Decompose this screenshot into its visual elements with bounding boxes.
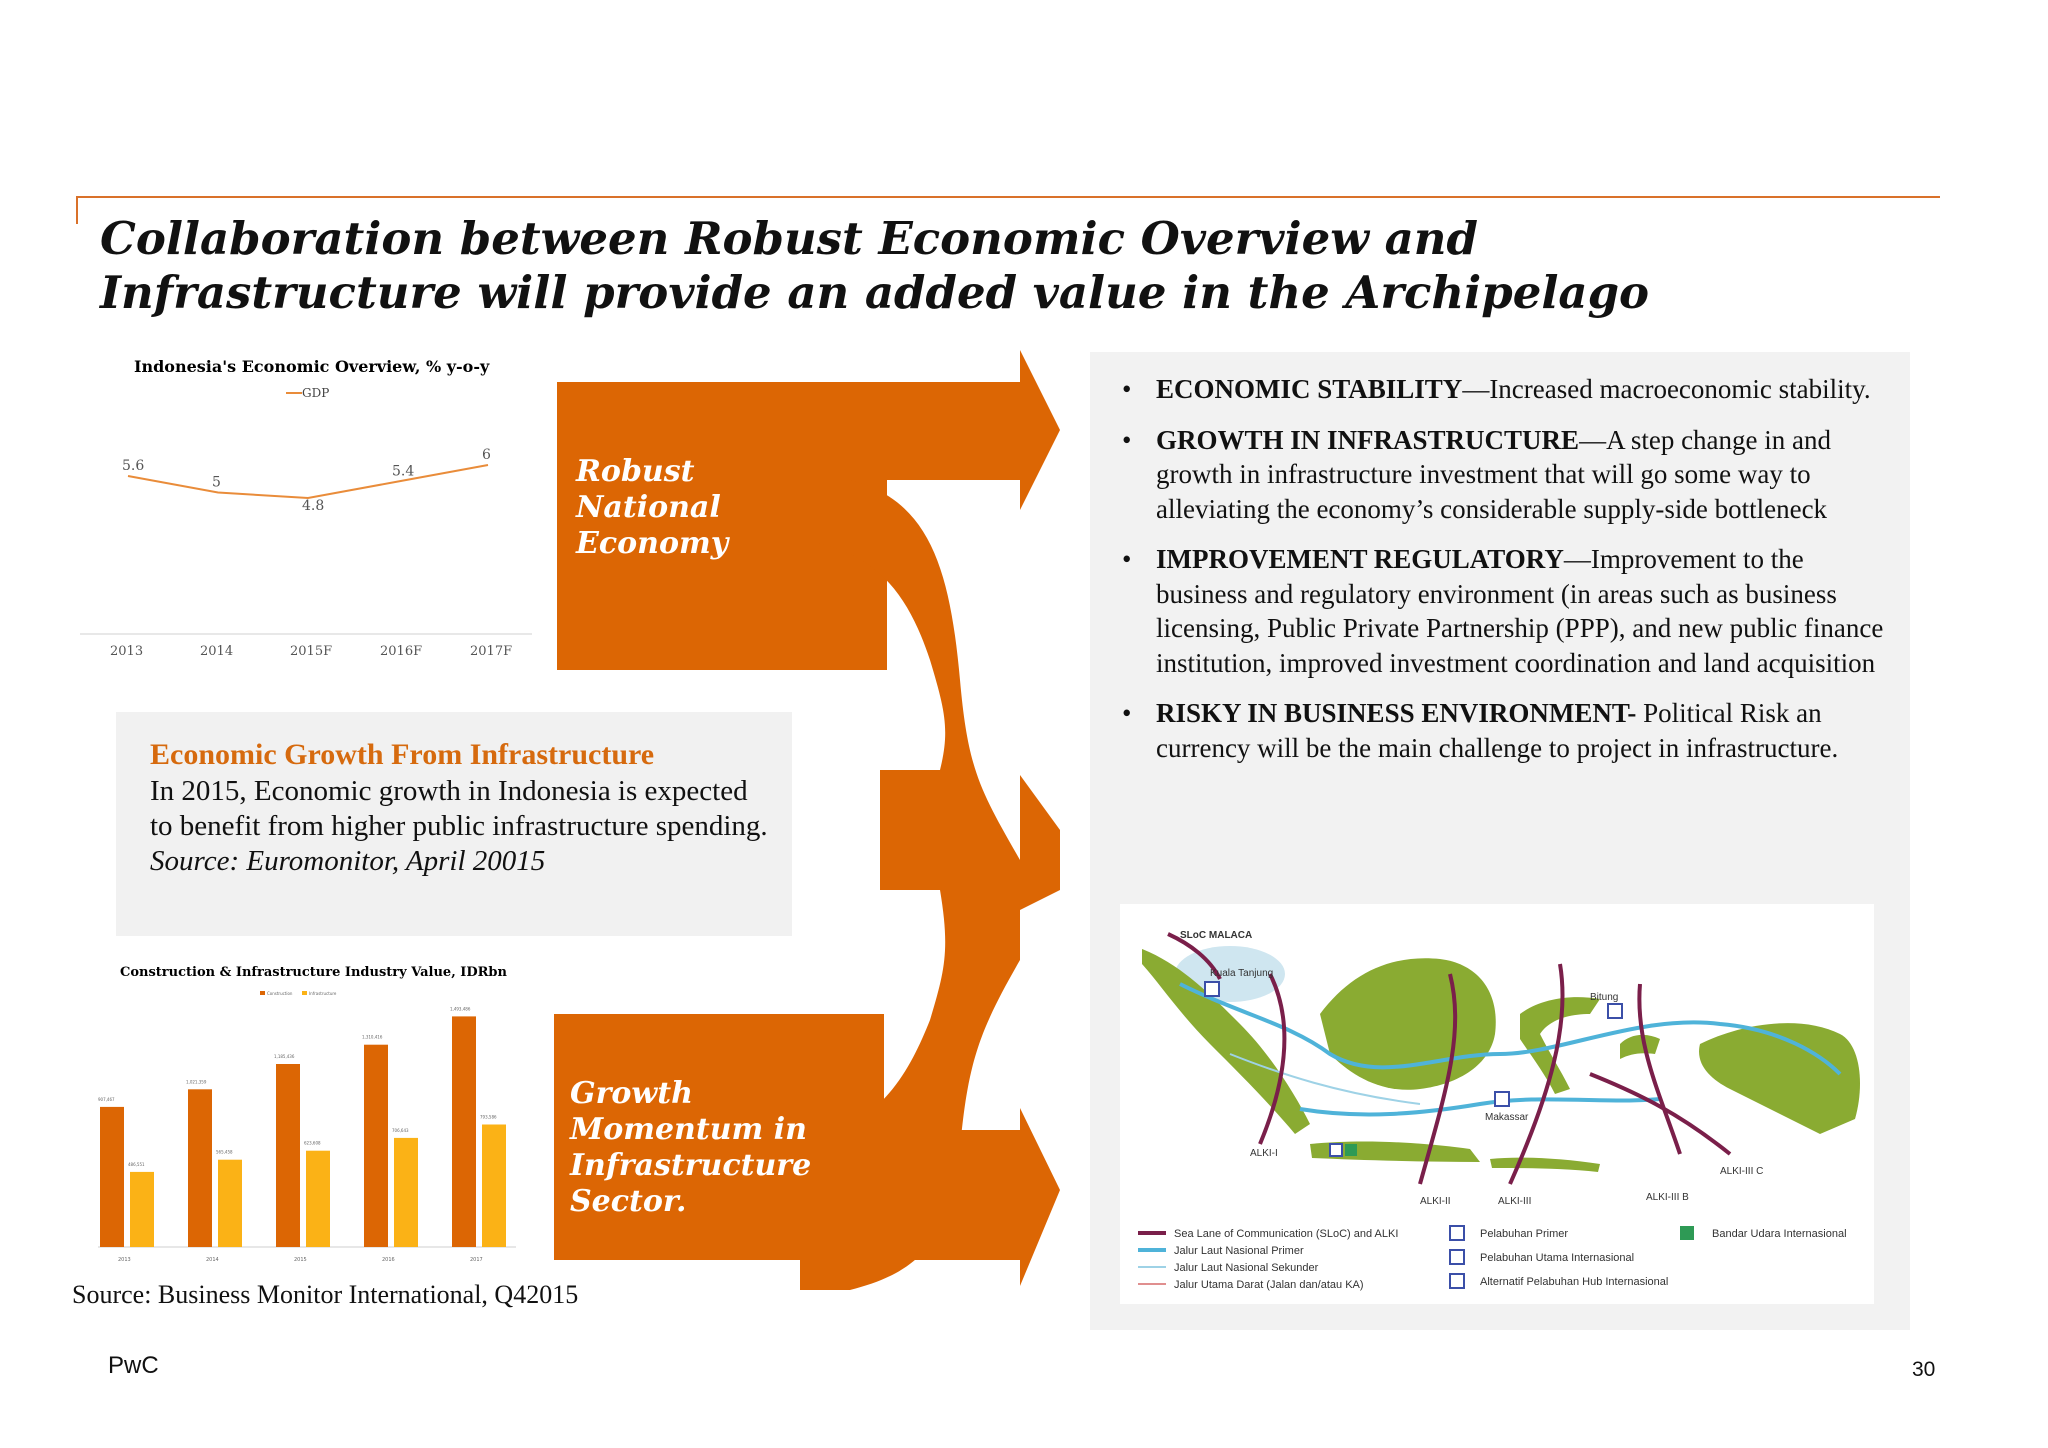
label-alki1: ALKI-I [1250, 1148, 1278, 1159]
kalimantan-island [1320, 958, 1496, 1090]
label-alki3c: ALKI-III C [1720, 1166, 1764, 1177]
bar-construction [188, 1089, 212, 1247]
bar-tick-label: 2016 [382, 1257, 395, 1263]
page-title: Collaboration between Robust Economic Overview and Infrastructure will provide an added value in the Archipelago [100, 212, 1650, 319]
bottom-arrow-line-4: Sector. [570, 1184, 687, 1219]
bullet-item [1120, 372, 1900, 407]
gdp-legend-label: GDP [302, 386, 330, 400]
bar-tick-label: 2015 [294, 1257, 307, 1263]
bar-value-label: 907,467 [98, 1096, 115, 1102]
bar-construction [452, 1016, 476, 1247]
bullet-text: —Improvement to the business and regulatory environment (in areas such as business licensing, Public Private Partnership (PPP), and new public finance institution, improved investment coordination and land acquisition [1156, 544, 1884, 678]
growth-box-body [150, 774, 770, 879]
legend-swatch-infrastructure [302, 991, 307, 995]
bar-infrastructure [218, 1160, 242, 1247]
bar-value-label: 706,643 [392, 1127, 409, 1133]
title-tick [76, 196, 78, 224]
legend-label-construction: Construction [267, 991, 293, 996]
gdp-value-label: 5 [212, 474, 221, 491]
legend-pel-hub: Alternatif Pelabuhan Hub Internasional [1480, 1276, 1669, 1288]
port-marker-bitung [1608, 1004, 1622, 1018]
bullet-heading: RISKY IN BUSINESS ENVIRONMENT- [1156, 698, 1637, 728]
port-marker-kuala [1205, 982, 1219, 996]
label-kuala: Kuala Tanjung [1210, 968, 1274, 979]
legend-pel-utama: Pelabuhan Utama Internasional [1480, 1252, 1635, 1264]
legend-swatch-pel-hub [1450, 1274, 1464, 1288]
bar-value-label: 486,551 [128, 1161, 145, 1167]
bar-tick-label: 2017 [470, 1257, 483, 1263]
bar-value-label: 793,586 [480, 1114, 497, 1120]
bullet-dot: • [1122, 544, 1132, 574]
gdp-tick-label: 2017F [470, 644, 513, 659]
bottom-arrow-label [570, 1076, 811, 1220]
bottom-arrow-line-1: Growth [570, 1076, 693, 1111]
maluku-islands [1620, 1035, 1660, 1059]
bar-infrastructure [306, 1151, 330, 1247]
bullet-item [1120, 423, 1900, 527]
legend-swatch-bandara [1680, 1226, 1694, 1240]
top-arrow-line-2: National [576, 490, 721, 525]
bar-value-label: 1,021,359 [186, 1079, 207, 1085]
economic-growth-box [116, 712, 792, 936]
legend-swatch-construction [260, 991, 265, 995]
bar-construction [276, 1064, 300, 1247]
papua-island [1699, 1023, 1860, 1134]
bar-value-label: 565,458 [216, 1149, 233, 1155]
top-arrow-label [576, 454, 728, 562]
legend-darat: Jalur Utama Darat (Jalan dan/atau KA) [1174, 1279, 1364, 1291]
legend-label-infrastructure: Infrastructure [309, 991, 337, 996]
label-alki2: ALKI-II [1420, 1196, 1451, 1207]
bullet-dot: • [1122, 424, 1132, 455]
label-alki3b: ALKI-III B [1646, 1192, 1689, 1203]
gdp-value-label: 6 [482, 447, 491, 463]
bar-infrastructure [130, 1172, 154, 1247]
route-primary-sea-south [1300, 1099, 1660, 1114]
bar-value-label: 1,493,486 [450, 1006, 471, 1012]
nusa-tenggara-islands [1490, 1158, 1600, 1172]
bar-infrastructure [394, 1138, 418, 1247]
bullet-heading: ECONOMIC STABILITY [1156, 374, 1463, 404]
construction-bar-chart [96, 960, 536, 1270]
gdp-line [128, 465, 488, 498]
bullet-heading: GROWTH IN INFRASTRUCTURE [1156, 424, 1580, 455]
bar-value-label: 1,185,436 [274, 1054, 295, 1059]
label-bitung: Bitung [1590, 992, 1619, 1003]
page-number: 30 [1912, 1358, 1936, 1381]
alki-3b [1639, 984, 1680, 1154]
bar-chart-title: Construction & Infrastructure Industry Value, IDRbn [120, 965, 507, 980]
gdp-tick-label: 2016F [380, 644, 423, 659]
bar-construction [100, 1107, 124, 1247]
growth-box-source: Source: Euromonitor, April 20015 [150, 845, 546, 877]
footer-brand: PwC [108, 1352, 159, 1379]
bullet-text: Political Risk an currency will be the main challenge to project in infrastructure. [1156, 698, 1839, 763]
legend-swatch-pel-utama [1450, 1250, 1464, 1264]
legend-sloc: Sea Lane of Communication (SLoC) and ALKI [1174, 1228, 1399, 1240]
bullet-item [1120, 696, 1900, 765]
bottom-arrow-line-2: Momentum in [570, 1112, 807, 1147]
bmi-source: Source: Business Monitor International, Q42015 [72, 1280, 579, 1309]
growth-box-text: In 2015, Economic growth in Indonesia is expected to benefit from higher public infrastructure spending. [150, 775, 768, 842]
bullet-dot: • [1122, 374, 1132, 404]
map-svg [1120, 904, 1874, 1304]
airport-marker [1345, 1144, 1357, 1156]
gdp-tick-label: 2015F [290, 644, 333, 659]
gdp-tick-label: 2013 [110, 644, 144, 659]
gdp-value-label: 5.6 [122, 458, 145, 474]
port-marker-java [1330, 1144, 1342, 1156]
alki-3c [1590, 1074, 1730, 1154]
title-rule [76, 196, 1940, 198]
bar-construction [364, 1045, 388, 1247]
bullet-list [1120, 372, 1900, 781]
legend-swatch-pel-primer [1450, 1226, 1464, 1240]
legend-pel-primer: Pelabuhan Primer [1480, 1228, 1569, 1240]
top-arrow-line-3: Economy [576, 526, 729, 561]
bottom-arrow-line-3: Infrastructure [570, 1148, 812, 1183]
bullet-dot: • [1122, 698, 1132, 728]
bar-value-label: 623,608 [304, 1140, 321, 1146]
gdp-value-label: 5.4 [392, 463, 415, 480]
gdp-tick-label: 2014 [200, 644, 234, 659]
bullet-heading: IMPROVEMENT REGULATORY [1156, 544, 1564, 574]
gdp-line-chart [80, 350, 540, 670]
gdp-value-label: 4.8 [302, 498, 325, 514]
growth-box-heading: Economic Growth From Infrastructure [150, 738, 655, 771]
bullet-text: —Increased macroeconomic stability. [1462, 374, 1871, 404]
bar-value-label: 1,310,416 [362, 1034, 383, 1040]
label-alki3: ALKI-III [1498, 1196, 1532, 1207]
top-arrow-line-1: Robust [576, 454, 695, 489]
label-sloc: SLoC MALACA [1180, 930, 1253, 941]
bullet-item [1120, 542, 1900, 680]
legend-bandara: Bandar Udara Internasional [1712, 1228, 1847, 1240]
legend-sekunder: Jalur Laut Nasional Sekunder [1174, 1262, 1319, 1274]
legend-primer: Jalur Laut Nasional Primer [1174, 1245, 1304, 1257]
bar-infrastructure [482, 1125, 506, 1248]
gdp-chart-title: Indonesia's Economic Overview, % y-o-y [134, 357, 490, 376]
indonesia-map [1120, 904, 1874, 1304]
label-makassar: Makassar [1485, 1112, 1529, 1123]
bullet-text: —A step change in and growth in infrastructure investment that will go some way to alleviating the economy’s considerable supply-side bottleneck [1156, 424, 1832, 524]
port-marker-makassar [1495, 1092, 1509, 1106]
bar-tick-label: 2014 [206, 1257, 219, 1263]
bar-tick-label: 2013 [118, 1257, 131, 1263]
